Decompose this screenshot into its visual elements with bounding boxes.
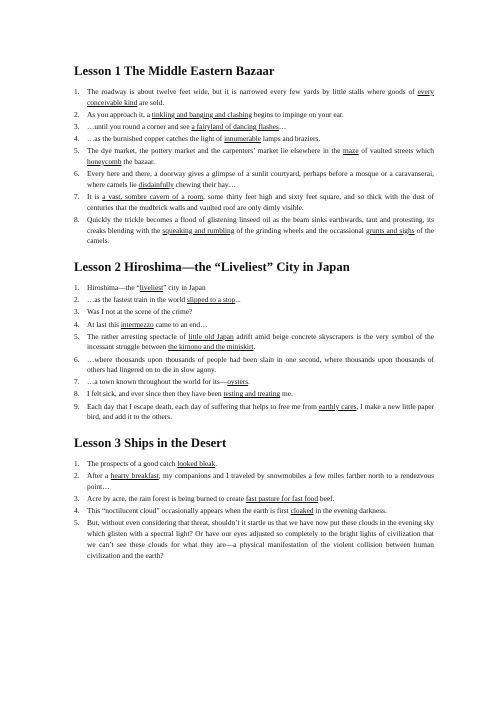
item-text [87, 471, 434, 493]
text-segment: , my companions and I traveled by snowmobiles a few miles farther north to a rendezvous point… [87, 471, 434, 492]
item-number: 1. [74, 87, 80, 96]
text-segment: … [278, 121, 287, 131]
item-text [87, 506, 434, 517]
text-segment: adrift amid beige concrete skyscrapers is the very symbol of the incessant struggle between [87, 331, 434, 352]
item-text [87, 134, 434, 145]
item-number: 4. [74, 506, 80, 516]
text-segment: Was I not at the scene of the crime? [87, 307, 193, 317]
item-text [87, 110, 434, 121]
list-item [74, 402, 434, 424]
text-segment: The roadway is about twelve feet wide, but it is narrowed every few yards by little stalls where goods of [87, 87, 418, 96]
text-segment: , I make a new little paper bird, and add it to the others. [87, 401, 435, 422]
item-number: 7. [74, 377, 80, 387]
sentence-list [74, 459, 434, 561]
item-text [87, 459, 434, 470]
item-text [87, 146, 434, 168]
list-item [74, 459, 434, 470]
lesson-list [74, 64, 434, 562]
underlined-phrase: grunts and sighs [365, 225, 415, 235]
item-number: 3. [74, 494, 80, 504]
list-item [74, 377, 434, 388]
list-item [74, 146, 434, 168]
text-segment: …where thousands upon thousands of people had been slain in one second, where thousands upon thousands of others had lingered on to die in slow agony. [87, 354, 434, 375]
text-segment: After a [87, 471, 111, 481]
text-segment: …as the burnished copper catches the light of [87, 134, 225, 144]
item-text [87, 332, 434, 354]
list-item [74, 122, 434, 133]
underlined-phrase: oysters [227, 377, 249, 387]
lesson-section [74, 260, 434, 423]
underlined-phrase: hearty breakfast [110, 471, 159, 481]
underlined-phrase: cloaked [290, 506, 314, 516]
underlined-phrase: earthly cares [318, 401, 357, 411]
text-segment: beef. [318, 494, 335, 504]
item-number: 5. [74, 331, 80, 341]
text-segment: Every here and there, a doorway gives a glimpse of a sunlit courtyard, perhaps before a mosque or a caravanserai, where camels lie [87, 169, 434, 189]
text-segment: The dye market, the pottery market and the carpenters’ market lie elsewhere in the [87, 146, 344, 156]
item-text [87, 377, 434, 388]
item-number: 5. [74, 146, 80, 156]
item-number: 2. [74, 295, 80, 305]
item-text [87, 494, 434, 505]
underlined-phrase: maze [343, 146, 359, 156]
item-number: 8. [74, 389, 80, 399]
text-segment: The prospects of a good catch [87, 459, 178, 469]
item-number: 6. [74, 169, 80, 179]
text-segment: . [215, 459, 218, 469]
item-number: 3. [74, 121, 80, 131]
list-item [74, 355, 434, 377]
list-item [74, 471, 434, 493]
text-segment: ... [235, 295, 241, 305]
text-segment: are sold. [137, 97, 165, 107]
text-segment: I felt sick, and ever since then they have been [87, 389, 224, 399]
underlined-phrase: a vast, sombre cavern of a room [102, 191, 204, 201]
item-number: 6. [74, 354, 80, 364]
item-text [87, 283, 434, 294]
item-number: 5. [74, 518, 80, 528]
lesson-title: Lesson 2 Hiroshima—the “Liveliest” City in Japan [74, 260, 350, 275]
text-segment: Hiroshima—the “ [87, 283, 140, 293]
list-item [74, 87, 434, 109]
text-segment: came to an end… [153, 319, 208, 329]
item-text [87, 295, 434, 306]
list-item [74, 307, 434, 318]
list-item [74, 169, 434, 191]
lesson-title: Lesson 1 The Middle Eastern Bazaar [74, 64, 275, 78]
text-segment: The rather arresting spectacle of [87, 331, 189, 341]
text-segment: in the evening darkness. [313, 506, 387, 516]
text-segment: of the grinding wheels and the occassional [234, 225, 366, 235]
text-segment: , some thirty feet high and sixty feet square, and so thick with the dust of centuries that the mudbrick walls and vaulted roof are only dimly visible. [87, 191, 435, 212]
item-number: 8. [74, 214, 80, 224]
underlined-phrase: innumerable [224, 134, 262, 144]
underlined-phrase: slipped to a stop [186, 295, 236, 305]
underlined-phrase: a fairyland of dancing flashes [191, 121, 279, 131]
text-segment: . [253, 342, 256, 352]
text-segment: It is [87, 191, 103, 201]
text-segment: of vaulted streets which [358, 146, 434, 156]
list-item [74, 192, 434, 214]
underlined-phrase: tinkling and banging and clashing [151, 109, 253, 119]
item-text [87, 192, 434, 214]
list-item [74, 134, 434, 145]
text-segment: the bazaar. [121, 156, 155, 166]
underlined-phrase: honeycomb [87, 156, 122, 166]
item-number: 9. [74, 401, 80, 411]
text-segment: begins to impinge on your ear. [252, 109, 344, 119]
item-text [87, 215, 434, 247]
item-text [87, 320, 434, 331]
sentence-list [74, 283, 434, 423]
list-item [74, 506, 434, 517]
text-segment: At last this [87, 319, 121, 329]
text-segment: …as the fastest train in the world [87, 295, 187, 305]
item-number: 3. [74, 307, 80, 317]
item-number: 7. [74, 191, 80, 201]
underlined-phrase: intermezzo [120, 319, 154, 329]
text-segment: Acre by acre, the rain forest is being burned to create [87, 494, 246, 504]
item-text [87, 355, 434, 377]
list-item [74, 283, 434, 294]
list-item [74, 215, 434, 247]
item-number: 4. [74, 319, 80, 329]
item-text [87, 402, 434, 424]
item-number: 2. [74, 109, 80, 119]
list-item [74, 518, 434, 561]
text-segment: Each day that I escape death, each day of suffering that helps to free me from [87, 401, 319, 411]
text-segment: ” city in Japan [163, 283, 206, 293]
list-item [74, 494, 434, 505]
list-item [74, 295, 434, 306]
sentence-list [74, 87, 434, 247]
item-text [87, 87, 434, 109]
underlined-phrase: looked bleak [177, 459, 216, 469]
text-segment: But, without even considering that threat, shouldn’t it startle us that we have now put these clouds in the evening sky which glisten with a spectral light? Or have our eyes adjusted so completely to the bright lights of civilization that we can’t see these clouds for what they are—a physical manifestation of the violent collision between human civilization and the earth? [87, 518, 434, 560]
text-segment: …until you round a corner and see [87, 121, 192, 131]
text-segment: Quickly the trickle becomes a flood of glistening linseed oil as the beam sinks earthwards, taut and protesting, its creaks blending with the [87, 214, 434, 235]
list-item [74, 320, 434, 331]
text-segment: This “noctilucent cloud” occasionally appears when the earth is first [87, 506, 291, 516]
lesson-section [74, 436, 434, 561]
item-text [87, 518, 434, 561]
item-number: 2. [74, 471, 80, 481]
text-segment: chewing their hay… [173, 179, 237, 189]
item-text [87, 122, 434, 133]
underlined-phrase: little old Japan [188, 331, 234, 341]
underlined-phrase: squeaking and rumbling [162, 225, 235, 235]
underlined-phrase: the kimono and the miniskirt [168, 342, 254, 352]
item-number: 1. [74, 283, 80, 293]
list-item [74, 110, 434, 121]
underlined-phrase: testing and treating [223, 389, 281, 399]
list-item [74, 389, 434, 400]
underlined-phrase: disdainfully [138, 179, 174, 189]
item-number: 1. [74, 459, 80, 469]
text-segment: of the camels. [87, 225, 435, 246]
text-segment: As you approach it, a [87, 109, 152, 119]
item-text [87, 389, 434, 400]
item-text [87, 169, 434, 191]
item-number: 4. [74, 134, 80, 144]
list-item [74, 332, 434, 354]
underlined-phrase: every conceivable kind [87, 87, 434, 107]
text-segment: …a town known throughout the world for its— [87, 377, 228, 387]
underlined-phrase: liveliest [139, 283, 164, 293]
lesson-title: Lesson 3 Ships in the Desert [74, 436, 227, 451]
text-segment: . [248, 377, 251, 387]
underlined-phrase: fast pasture for fast food [245, 494, 319, 504]
item-text [87, 307, 434, 318]
text-segment: lamps and braziers. [261, 134, 321, 144]
lesson-section [74, 64, 434, 247]
text-segment: me. [280, 389, 293, 399]
